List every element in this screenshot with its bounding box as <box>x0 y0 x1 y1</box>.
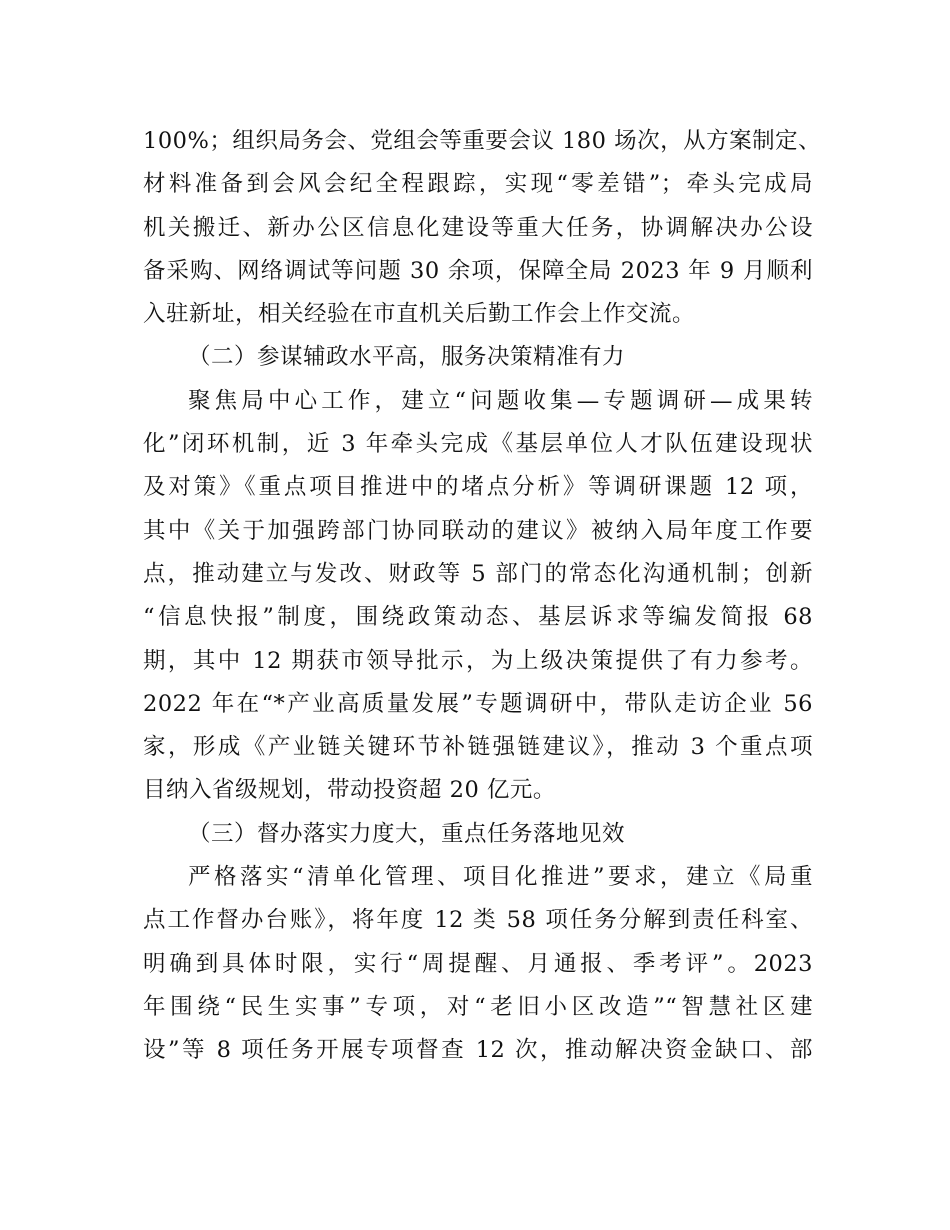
text-line: 严格落实“清单化管理、项目化推进”要求，建立《局重 <box>188 864 813 891</box>
text-line: 及对策》《重点项目推进中的堵点分析》等调研课题 12 项， <box>143 474 813 501</box>
text-line: 材料准备到会风会纪全程跟踪，实现“零差错”；牵头完成局 <box>143 171 813 198</box>
text-line: 明确到具体时限，实行“周提醒、月通报、季考评”。2023 <box>143 950 813 977</box>
text-line: 化”闭环机制，近 3 年牵头完成《基层单位人才队伍建设现状 <box>143 431 813 458</box>
text-line: 目纳入省级规划，带动投资超 20 亿元。 <box>143 777 556 804</box>
document-body <box>143 120 822 1073</box>
section-heading-advisory: （二）参谋辅政水平高，服务决策精准有力 <box>188 344 626 371</box>
text-line: 家，形成《产业链关键环节补链强链建议》，推动 3 个重点项 <box>143 734 813 761</box>
section-heading-supervision: （三）督办落实力度大，重点任务落地见效 <box>188 820 626 847</box>
text-line: 2022 年在“*产业高质量发展”专题调研中，带队走访企业 56 <box>143 690 813 717</box>
text-line: 其中《关于加强跨部门协同联动的建议》被纳入局年度工作要 <box>143 517 813 544</box>
text-line: 备采购、网络调试等问题 30 余项，保障全局 2023 年 9 月顺利 <box>143 257 813 284</box>
text-line: 设”等 8 项任务开展专项督查 12 次，推动解决资金缺口、部 <box>143 1037 813 1064</box>
text-line: 100%；组织局务会、党组会等重要会议 180 场次，从方案制定、 <box>143 128 822 154</box>
paragraph-supervision <box>143 856 813 1072</box>
text-line: 年围绕“民生实事”专项，对“老旧小区改造”“智慧社区建 <box>143 993 813 1020</box>
text-line: 期，其中 12 期获市领导批示，为上级决策提供了有力参考。 <box>143 647 813 674</box>
text-line: 入驻新址，相关经验在市直机关后勤工作会上作交流。 <box>143 301 696 328</box>
text-line: “信息快报”制度，围绕政策动态、基层诉求等编发简报 68 <box>143 604 813 631</box>
paragraph-logistics <box>143 120 822 336</box>
text-line: 点，推动建立与发改、财政等 5 部门的常态化沟通机制；创新 <box>143 560 813 587</box>
text-line: 点工作督办台账》，将年度 12 类 58 项任务分解到责任科室、 <box>143 907 813 934</box>
text-line: 机关搬迁、新办公区信息化建设等重大任务，协调解决办公设 <box>143 214 813 241</box>
paragraph-advisory <box>143 380 813 813</box>
text-line: 聚焦局中心工作，建立“问题收集—专题调研—成果转 <box>188 387 813 414</box>
